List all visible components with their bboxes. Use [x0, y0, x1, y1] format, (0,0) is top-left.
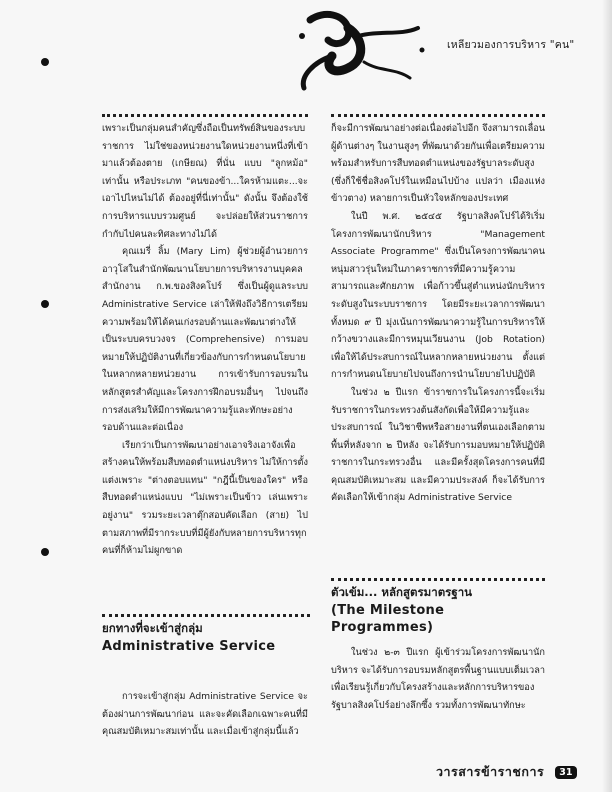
paragraph: เรียกว่าเป็นการพัฒนาอย่างเอาจริงเอาจังเพื่อสร้างคนให้พร้อมสืบทอดตำแหน่งบริหาร ไม่ให้การตั้งแต่งเพราะ "ต่างตอบแทน" "กฎีนี้เป็นของใคร" หรือสืบทอดตำแหน่งแบบ "ไม่เพราะเป็นข้าว เล่นเพราะอยู่งาน" รวมระยะเวลาตุ๊กสอบคัดเลือก (สาย) ไปตามสภาพที่มีรากระบบที่มีผู้ยังกับหลายการบริหารทุกคนที่ก็ห้ามไม่ผูกขาด [102, 439, 308, 557]
heading-dots-right [331, 578, 545, 581]
divider-dots-right [331, 114, 545, 117]
subheading-english: Administrative Service [102, 639, 276, 654]
paragraph: ในช่วง ๒ ปีแรก ข้าราชการในโครงการนี้จะเริ่มรับราชการในกระทรวงต้นสังกัดเพื่อให้มีความรู้และประสบการณ์ ในวิชาชีพหรือสายงานที่ตนเองเลือกตามพื้นที่หลังจาก ๒ ปีหลัง จะได้รับการมอบหมายให้ปฏิบัติราชการในกระทรวงอื่น และมีครั้งสุดโครงการคนที่มีคุณสมบัติเหมาะสม และมีความประสงค์ ก็จะได้รับการคัดเลือกให้เข้ากลุ่ม Administrative Service [331, 386, 545, 504]
subheading-english: (The Milestone Programmes) [331, 603, 445, 635]
divider-dots-left [102, 114, 308, 117]
page-footer [436, 761, 577, 782]
article-column-left-top [102, 120, 308, 560]
subheading-right [331, 584, 545, 636]
article-column-left-bottom [102, 688, 308, 741]
magazine-name: วารสารข้าราชการ [436, 764, 545, 779]
brush-stroke-logo-icon [240, 6, 440, 92]
paragraph: ก็จะมีการพัฒนาอย่างต่อเนื่องต่อไปอีก จึงสามารถเลื่อนผู้ด้านต่างๆ ในงานสูงๆ ที่พัฒนาด้วยกันเพื่อเตรียมความพร้อมสำหรับการสืบทอดตำแหน่งของรัฐบาลระดับสูง (ซึ่งก็ใช้ชื่อสิงคโปร์ในเหมือนไปบ้าง แปลว่า เมืองแห่งข้าวตาง) หลายการเป็นหัวใจหลักของประเทศ [331, 123, 545, 205]
article-column-right-top [331, 120, 545, 507]
subheading-thai: ยกทางที่จะเข้าสู่กลุ่ม [102, 621, 203, 635]
article-column-right-bottom [331, 644, 545, 714]
paragraph: เพราะเป็นกลุ่มคนสำคัญซึ่งถือเป็นทรัพย์สินของระบบราชการ ไม่ใช่ของหน่วยงานใดหน่วยงานหนึ่งที่เข้ามาแล้วต้องตาย (เกษียณ) ที่นั่น แบบ "ลูกหม้อ" เท่านั้น หรือประเภท "คนของข้า...ใครห้ามแตะ...จะเอาไปไหนไม่ได้ ต้องอยู่ที่นี่เท่านั้น" ดังนั้น จึงต้องใช้การบริหารแบบรวมศูนย์ จะปล่อยให้ส่วนราชการกำกับไปคนละทิศละทางไม่ได้ [102, 123, 308, 240]
binder-hole-bottom [41, 548, 49, 556]
paragraph: การจะเข้าสู่กลุ่ม Administrative Service จะต้องผ่านการพัฒนาก่อน และจะคัดเลือกเฉพาะคนที่มีคุณสมบัติเหมาะสมเท่านั้น และเมื่อเข้าสู่กลุ่มนี้แล้ว [102, 691, 308, 738]
binder-hole-middle [41, 300, 49, 308]
subheading-left [102, 620, 312, 655]
scan-edge-shadow [602, 0, 612, 792]
heading-dots-left [102, 614, 310, 617]
paragraph: คุณเมรี่ ลิ้ม (Mary Lim) ผู้ช่วยผู้อำนวยการอาวุโสในสำนักพัฒนานโยบายการบริหารงานบุคคล สำนักงาน ก.พ.ของสิงคโปร์ ซึ่งเป็นผู้ดูแลระบบ Administrative Service เล่าให้ฟังถึงวิธีการเตรียมความพร้อมให้ได้คนเก่งรอบด้านและพัฒนาต่างให้เป็นระบบครบวงจร (Comprehensive) การมอบหมายให้ปฏิบัติงานที่เกี่ยวข้องกับการกำหนดนโยบายในหลากหลายหน่วยงาน การเข้ารับการอบรมในหลักสูตรสำคัญและโครงการฝึกอบรมอื่นๆ ไปจนถึงการส่งเสริมให้มีการพัฒนาความรู้และทักษะอย่างรอบด้านและต่อเนื่อง [102, 246, 308, 434]
paragraph: ในปี พ.ศ. ๒๕๔๕ รัฐบาลสิงคโปร์ได้ริเริ่มโครงการพัฒนานักบริหาร "Management Associate Programme" ซึ่งเป็นโครงการพัฒนาคนหนุ่มสาวรุ่นใหม่ในภาคราชการที่มีความรู้ความสามารถและศักยภาพ เพื่อก้าวขึ้นสู่ตำแหน่งนักบริหารระดับสูงในระบบราชการ โดยมีระยะเวลาการพัฒนาทั้งหมด ๙ ปี มุ่งเน้นการพัฒนาความรู้ในการบริหารให้กว้างขวางและมีการหมุนเวียนงาน (Job Rotation) เพื่อให้ได้ประสบการณ์ในหลากหลายหน่วยงาน ตั้งแต่การกำหนดนโยบายไปจนถึงการนำนโยบายไปปฏิบัติ [331, 210, 545, 381]
section-title: เหลียวมองการบริหาร "คน" [447, 39, 575, 51]
binder-hole-top [41, 58, 49, 66]
paragraph: ในช่วง ๒-๓ ปีแรก ผู้เข้าร่วมโครงการพัฒนานักบริหาร จะได้รับการอบรมหลักสูตรพื้นฐานแบบเต็มเวลา เพื่อเรียนรู้เกี่ยวกับโครงสร้างและหลักการบริหารของรัฐบาลสิงคโปร์อย่างลึกซึ้ง รวมทั้งการพัฒนาทักษะ [331, 647, 545, 711]
subheading-thai: ตัวเข้ม... หลักสูตรมาตรฐาน [331, 585, 473, 599]
page-number-badge: 31 [555, 766, 576, 779]
